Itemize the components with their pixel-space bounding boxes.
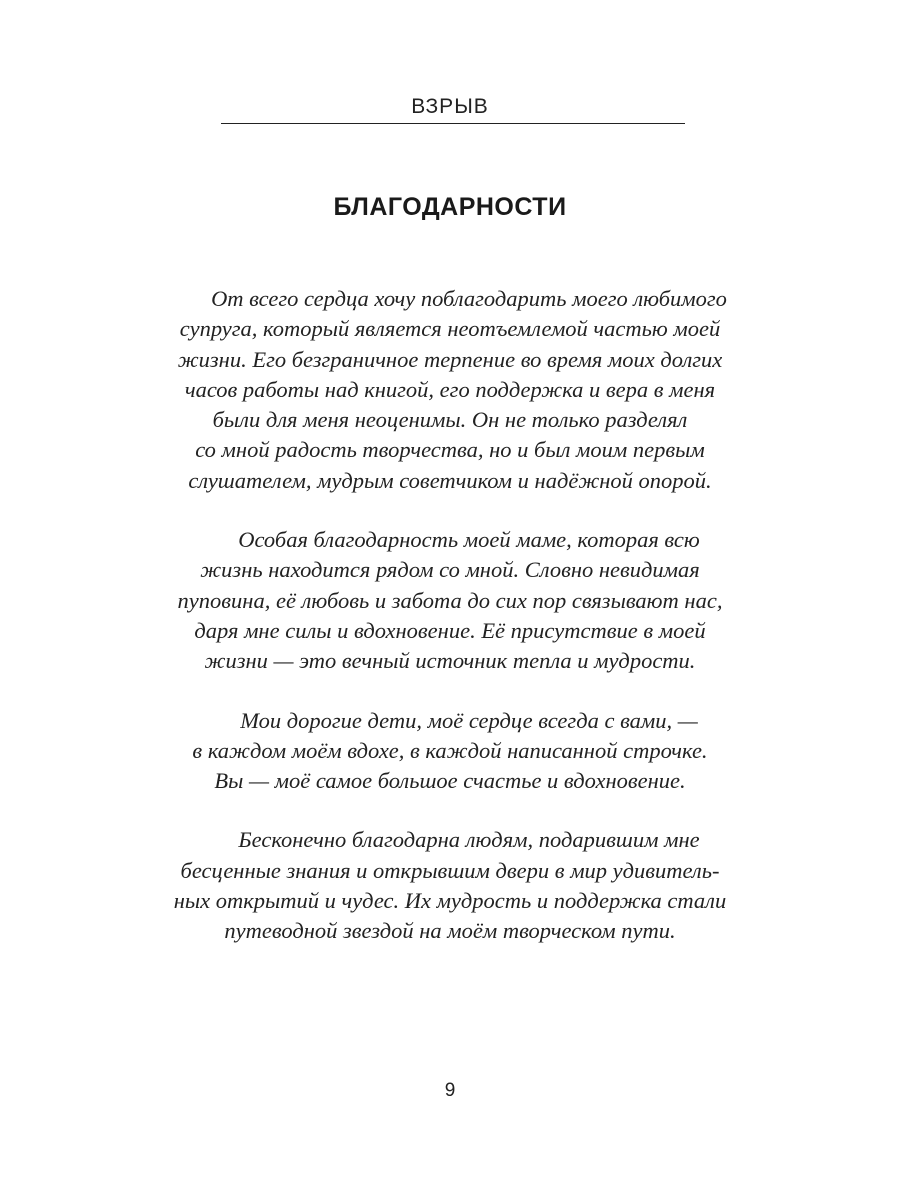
text-line: Мои дорогие дети, моё сердце всегда с вами, — <box>240 707 698 733</box>
text-line: слушателем, мудрым советчиком и надёжной опорой. <box>188 467 712 493</box>
text-line: путеводной звездой на моём творческом пути. <box>224 918 676 944</box>
text-line: ных открытий и чудес. Их мудрость и поддержка стали <box>173 888 727 914</box>
paragraph-mother <box>140 525 760 676</box>
running-header: ВЗРЫВ <box>411 95 489 118</box>
page-number: 9 <box>444 1080 456 1101</box>
text-line: Вы — моё самое большое счастье и вдохновение. <box>214 768 686 794</box>
text-line: со мной радость творчества, но и был моим первым <box>195 437 705 463</box>
text-line: жизни — это вечный источник тепла и мудрости. <box>204 648 696 674</box>
text-line: были для меня неоценимы. Он не только разделял <box>212 407 688 433</box>
text-line: в каждом моём вдохе, в каждой написанной строчке. <box>192 737 708 763</box>
text-line: жизнь находится рядом со мной. Словно невидимая <box>200 557 700 583</box>
text-line: пуповина, её любовь и забота до сих пор связывают нас, <box>177 587 723 613</box>
text-line: бесценные знания и открывшим двери в мир удивитель- <box>180 857 720 883</box>
paragraph-spouse <box>140 284 760 496</box>
paragraph-teachers <box>140 825 760 946</box>
text-line: жизни. Его безграничное терпение во время моих долгих <box>177 346 723 372</box>
text-line: Особая благодарность моей маме, которая всю <box>238 527 700 553</box>
header-divider <box>221 123 685 124</box>
text-line: часов работы над книгой, его поддержка и вера в меня <box>184 376 716 402</box>
acknowledgements-text <box>140 284 760 976</box>
text-line: даря мне силы и вдохновение. Её присутствие в моей <box>194 617 706 643</box>
text-line: супруга, который является неотъемлемой частью моей <box>179 316 721 342</box>
paragraph-children <box>140 706 760 797</box>
chapter-title: БЛАГОДАРНОСТИ <box>333 193 567 221</box>
text-line: От всего сердца хочу поблагодарить моего любимого <box>211 286 727 311</box>
text-line: Бесконечно благодарна людям, подарившим мне <box>238 827 700 853</box>
